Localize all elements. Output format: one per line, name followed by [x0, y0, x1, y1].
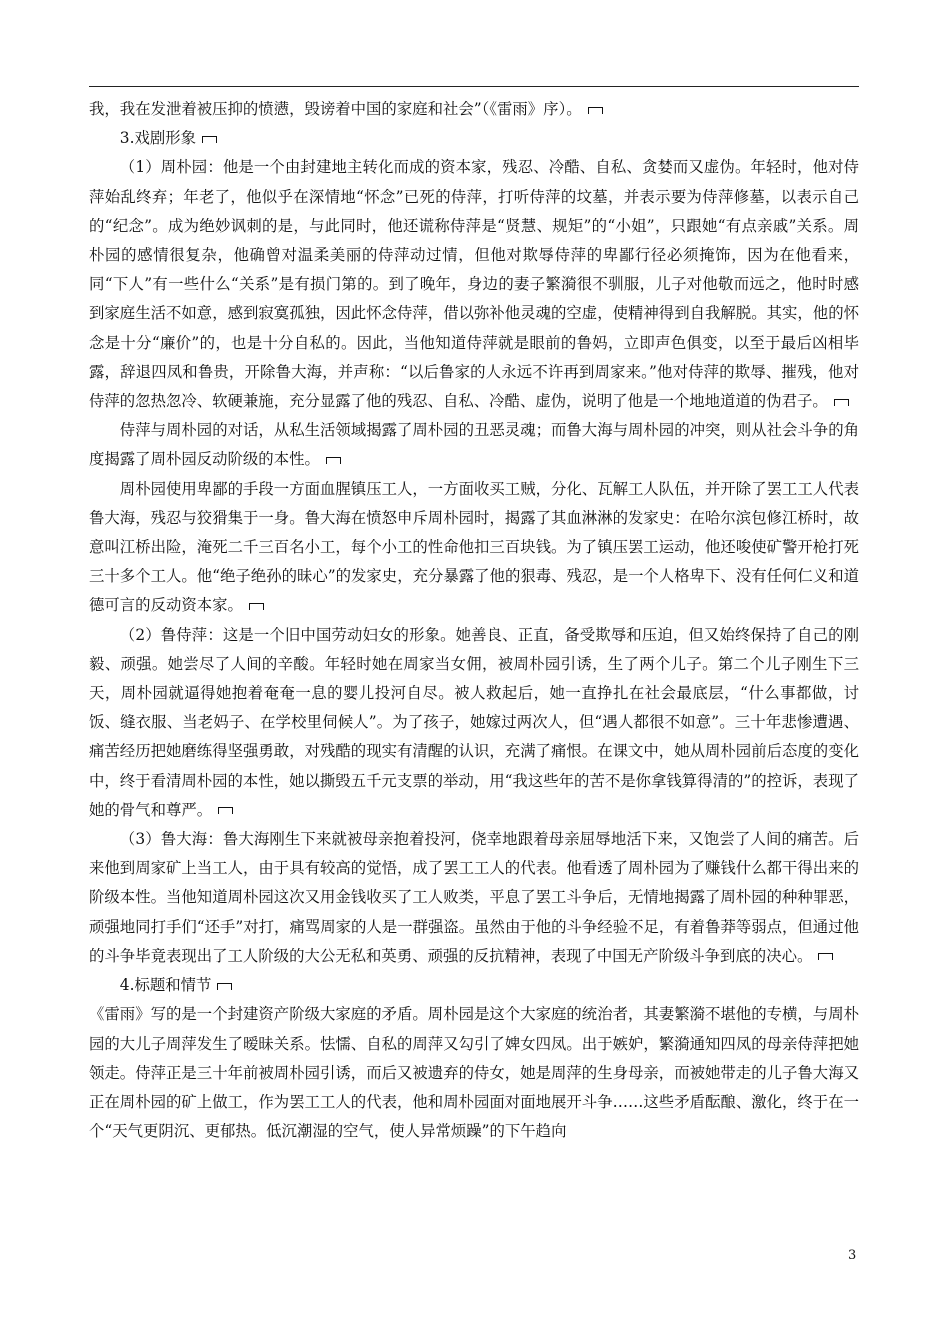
paragraph-lu-dahai: （3）鲁大海：鲁大海刚生下来就被母亲抱着投河，侥幸地跟着母亲屈辱地活下来，又饱尝了人间的痛苦。后来他到周家矿上当工人，由于具有较高的觉悟，成了罢工工人的代表。他看透了周朴园为了赚钱什么都干得出来的阶级本性。当他知道周朴园这次又用金钱收买了工人败类，平息了罢工斗争后，无情地揭露了周朴园的种种罪恶，顽强地同打手们“还手”对打，痛骂周家的人是一群强盗。虽然由于他的斗争经验不足，有着鲁莽等弱点，但通过他的斗争毕竟表现出了工人阶级的大公无私和英勇、顽强的反抗精神，表现了中国无产阶级斗争到底的决心。 [89, 830, 859, 965]
paragraph-plot: 《雷雨》写的是一个封建资产阶级大家庭的矛盾。周朴园是这个大家庭的统治者，其妻繁漪不堪他的专横，与周朴园的大儿子周萍发生了暧昧关系。怯懦、自私的周萍又勾引了婢女四凤。出于嫉妒，繁漪通知四凤的母亲侍萍把她领走。侍萍正是三十年前被周朴园引诱，而后又被遗弃的侍女，她是周萍的生身母亲，而被她带走的儿子鲁大海又正在周朴园的矿上做工，作为罢工工人的代表，他和周朴园面对面地展开斗争……这些矛盾酝酿、激化，终于在一个“天气更阴沉、更郁热。低沉潮湿的空气，使人异常烦躁”的下午趋向 [89, 1005, 859, 1141]
paragraph-mark-icon [217, 983, 232, 990]
paragraph-mark-icon [249, 603, 264, 610]
page-number: 3 [848, 1248, 857, 1263]
paragraph-mark-icon [834, 399, 849, 406]
document-body [89, 95, 859, 1146]
paragraph-zhou-puyuan: （1）周朴园：他是一个由封建地主转化而成的资本家，残忍、冷酷、自私、贪婪而又虚伪。年轻时，他对侍萍始乱终弃；年老了，他似乎在深情地“怀念”已死的侍萍，打听侍萍的坟墓，并表示要为侍萍修墓，以表示自己的“纪念”。成为绝妙讽刺的是，与此同时，他还谎称侍萍是“贤慧、规矩”的“小姐”，只跟她“有点亲戚”关系。周朴园的感情很复杂，他确曾对温柔美丽的侍萍动过情，但他对欺辱侍萍的卑鄙行径必须掩饰，因为在他看来，同“下人”有一些什么“关系”是有损门第的。到了晚年，身边的妻子繁漪很不驯服，儿子对他敬而远之，他时时感到家庭生活不如意，感到寂寞孤独，因此怀念侍萍，借以弥补他灵魂的空虚，使精神得到自我解脱。其实，他的怀念是十分“廉价”的，也是十分自私的。因此，当他知道侍萍就是眼前的鲁妈，立即声色俱变，以至于最后凶相毕露，辞退四凤和鲁贵，开除鲁大海，并声称：“以后鲁家的人永远不许再到周家来。”他对侍萍的欺辱、摧残，他对侍萍的忽热忽冷、软硬兼施，充分显露了他的残忍、自私、冷酷、虚伪，说明了他是一个地地道道的伪君子。 [89, 158, 859, 411]
section-heading-3: 3.戏剧形象 [89, 124, 859, 153]
paragraph-mark-icon [202, 136, 217, 143]
paragraph-lu-shiping: （2）鲁侍萍：这是一个旧中国劳动妇女的形象。她善良、正直，备受欺辱和压迫，但又始终保持了自己的刚毅、顽强。她尝尽了人间的辛酸。年轻时她在周家当女佣，被周朴园引诱，生了两个儿子。第二个儿子刚生下三天，周朴园就逼得她抱着奄奄一息的婴儿投河自尽。被人救起后，她一直挣扎在社会最底层，“什么事都做，讨饭、缝衣服、当老妈子、在学校里伺候人”。为了孩子，她嫁过两次人，但“遇人都很不如意”。三十年悲惨遭遇、痛苦经历把她磨练得坚强勇敢，对残酷的现实有清醒的认识，充满了痛恨。在课文中，她从周朴园前后态度的变化中，终于看清周朴园的本性，她以撕毁五千元支票的举动，用“我这些年的苦不是你拿钱算得清的”的控诉，表现了她的骨气和尊严。 [89, 625, 859, 819]
paragraph-0: 我，我在发泄着被压抑的愤懑，毁谤着中国的家庭和社会”（《雷雨》序）。 [89, 95, 859, 124]
paragraph-mark-icon [218, 807, 233, 814]
paragraph-mark-icon [818, 953, 833, 960]
section-heading-4: 4.标题和情节 [89, 971, 859, 1000]
paragraph-capitalist: 周朴园使用卑鄙的手段一方面血腥镇压工人，一方面收买工贼，分化、瓦解工人队伍，并开除了罢工工人代表鲁大海，残忍与狡猾集于一身。鲁大海在愤怒申斥周朴园时，揭露了其血淋淋的发家史：在哈尔滨包修江桥时，故意叫江桥出险，淹死二千三百名小工，每个小工的性命他扣三百块钱。为了镇压罢工运动，他还唆使矿警开枪打死三十多个工人。他“绝子绝孙的昧心”的发家史，充分暴露了他的狠毒、残忍，是一个人格卑下、没有任何仁义和道德可言的反动资本家。 [89, 479, 859, 615]
paragraph-mark-icon [588, 107, 603, 114]
paragraph-conflict: 侍萍与周朴园的对话，从私生活领域揭露了周朴园的丑恶灵魂；而鲁大海与周朴园的冲突，则从社会斗争的角度揭露了周朴园反动阶级的本性。 [89, 421, 859, 469]
header-rule [89, 86, 859, 87]
paragraph-mark-icon [326, 457, 341, 464]
